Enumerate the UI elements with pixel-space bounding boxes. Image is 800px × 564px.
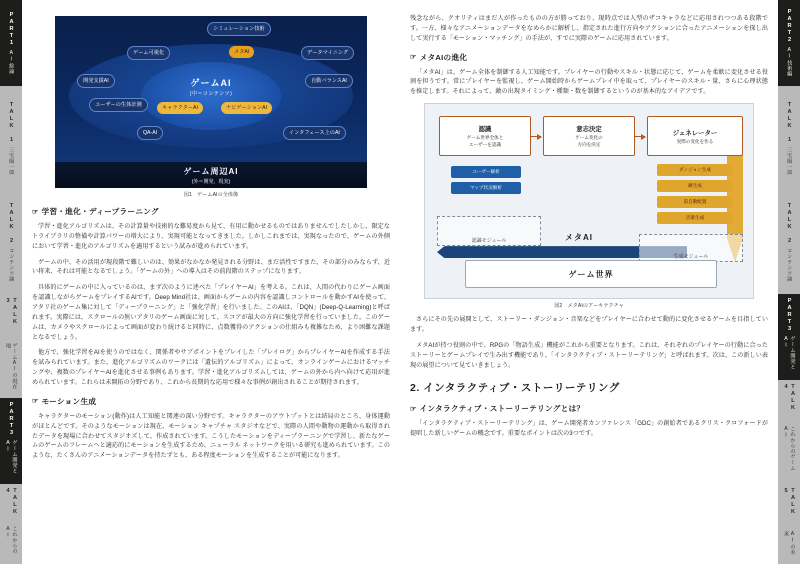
- side-tab[interactable]: [778, 86, 800, 190]
- figure2-subbox: ダンジョン生成: [657, 164, 733, 176]
- side-tab-label: ゲームAIの現在地: [5, 342, 18, 389]
- figure1-center-label: [163, 76, 259, 97]
- figure1-peripheral-band: [55, 162, 367, 188]
- generation-module-group: 生成モジュール: [639, 234, 743, 262]
- side-tab[interactable]: [778, 294, 800, 380]
- figure-game-ai-overview: [55, 16, 367, 188]
- side-tab-number: PART3: [8, 402, 15, 437]
- section-number: 2.: [410, 382, 420, 395]
- side-tab[interactable]: [0, 484, 22, 564]
- paragraph: さらにその先の展開として、ストーリー・ダンジョン・音楽などをプレイヤーに合わせて動的に変化させるゲームを目指しています。: [410, 316, 768, 334]
- arrow-decision-to-generator-icon: [635, 136, 645, 137]
- side-tab-label: 三宅陽一郎: [786, 146, 793, 175]
- side-tab-number: TALK 2: [8, 202, 15, 245]
- figure1-center-title: ゲームAI: [190, 78, 232, 88]
- side-tab[interactable]: [0, 294, 22, 398]
- side-tab[interactable]: [0, 86, 22, 190]
- figure1-node: 開発支援AI: [77, 74, 115, 88]
- figure1-node: データマイニング: [301, 46, 354, 60]
- figure2-box-generator: [647, 116, 743, 156]
- figure1-node: ユーザーの生体計測: [89, 98, 148, 112]
- side-tab-number: TALK 3: [5, 298, 18, 326]
- figure1-node: インタフェース上のAI: [283, 126, 346, 140]
- side-tab-number: TALK 4: [783, 384, 796, 412]
- side-tab-number: PART1: [8, 12, 15, 47]
- figure1-bottom-title: ゲーム周辺AI: [183, 166, 239, 176]
- box-desc: ゲーム世界全体と ユーザーを認識: [466, 135, 504, 147]
- side-tab-label: これからのAI: [5, 526, 18, 554]
- side-tab-number: TALK 4: [5, 488, 18, 516]
- heading-motion-generation: [32, 396, 390, 407]
- figure1-center-subtitle: (中＝コンテンツ): [189, 91, 233, 97]
- side-tab[interactable]: [0, 0, 22, 86]
- paragraph: 残念ながら、クオリティはまだ人が作ったものの方が勝っており、現時点では人型のザコキャラなどに応用されつつある段階です。一方、様々なアニメーションデータをなめらかに解析し、指定された進行方向やアクションに合ったアニメーションを探し出して実行する「モーション・マッチング」の手法が、すでに実際のゲームに応用されています。: [410, 15, 768, 42]
- side-tab-number: TALK 5: [783, 488, 796, 516]
- paragraph: 他方で、強化学習をAIを使うのではなく、関係者やサブポイントをプレイした「プレイログ」からプレイヤーAIを作成する手法を試みられています。また、進化アルゴリズムのワークには「遺伝的アルゴリズム」によって、オンラインゲームにおけるマッチングや、複数のプレイヤーAIを進化させる事例もあります。学習・進化アルゴリズムしては、ゲームの外から内へ向けて応用が進められています。これらは未開拓の分野であり、これから長期的な応用で様々な事例が創出されることが期待されます。: [32, 349, 390, 387]
- recognition-module-group: 認識モジュール: [437, 216, 541, 246]
- side-tab-label: 三宅陽一郎: [8, 146, 15, 175]
- section-marker-icon: ☞: [32, 208, 39, 216]
- figure1-node: メタAI: [229, 46, 254, 58]
- heading-what-is-interactive-storytelling: [410, 403, 768, 414]
- right-tab-rail: [778, 0, 800, 564]
- box-title: 意志決定: [576, 126, 602, 134]
- side-tab-label: AI総論: [8, 50, 15, 74]
- side-tab[interactable]: [0, 190, 22, 294]
- arrow-recognition-to-decision-icon: [531, 136, 541, 137]
- figure2-meta-ai-label: メタAI: [565, 233, 593, 243]
- left-page-column: [22, 0, 400, 564]
- section-marker-icon: ☞: [32, 398, 39, 406]
- paragraph: 「インタラクティブ・ストーリーテリング」は、ゲーム開発者カンファレンス「GDC」の創始者であるクリス・クロフォードが提唱した新しいゲームの概念です。重要なポイントは次の3つです。: [410, 420, 768, 438]
- figure1-node: ゲーム可視化: [127, 46, 170, 60]
- figure2-subbox: マップ状況解析: [451, 182, 521, 194]
- figure2-subbox: 音楽生成: [657, 212, 733, 224]
- figure1-node: シミュレーション技術: [207, 22, 271, 36]
- paragraph: 具体的にゲームの中に入っているのは、まず次のように述べた「プレイヤーAI」を考える。これは、人間の代わりにゲーム画面を認識しながらゲームをプレイするAIです。Deep Mind社は、画面からゲームの内容を認識しコントロールを動かすAIを使って、アタリ社のゲーム集に対して「ディープラーニング」と「強化学習」を行いました。このAIは、「DQN」(Deep-Q-Learning)と呼ばれます。実際には、スクロールの無いアタリのゲーム画面に対して、スコアが最大の方向に強化学習を行っていました。このゲームは、カメラやスクロールによって画面が変わり続けると同時に、点数獲得のアクションの仕組みも複雑なため、より困難な課題となるでしょう。: [32, 284, 390, 341]
- figure2-game-world-box: ゲーム世界: [465, 260, 717, 288]
- figure1-node: 自動バランスAI: [305, 74, 353, 88]
- side-tab-number: TALK 2: [786, 202, 793, 245]
- section-marker-icon: ☞: [410, 405, 417, 413]
- side-tab[interactable]: [778, 380, 800, 484]
- figure-meta-ai-architecture: [424, 103, 754, 299]
- figure2-box-decision: [543, 116, 635, 156]
- figure1-node: ナビゲーションAI: [221, 102, 272, 114]
- side-tab-label: ゲーム開発とAI: [5, 440, 18, 474]
- side-tab[interactable]: [778, 190, 800, 294]
- paragraph: メタAIが持つ役割の中で、RPGの「物語生成」機能がこれから重要となります。これは、それぞれのプレイヤーの行動に合ったストーリーとゲームプレイで生み出す機能であり、「インタラクティブ・ストーリーテリング」と呼ばれます。次は、この新しい表現の展望について見ていきましょう。: [410, 341, 768, 369]
- left-tab-rail: [0, 0, 22, 564]
- paragraph: 学習・進化アルゴリズムは、その計算量や技術的な難易度から見て、有用に動かせるものではありませんでしたしかし、限定なトライブラリの整備や計算パワーの増大により、実現可能となってきました。しかしこれまでは、実現なったので、ゲームの外側において学習・進化のアルゴリズムを適用するという試みが進められています。: [32, 223, 390, 250]
- heading-text: モーション生成: [41, 396, 97, 406]
- side-tab-label: ゲーム開発とAI: [783, 336, 796, 370]
- side-tab[interactable]: [0, 398, 22, 484]
- section-title: インタラクティブ・ストーリーテリング: [423, 382, 620, 395]
- box-desc: 実際の変化を作る: [676, 138, 714, 144]
- paragraph: ゲームの中、その活用が現段階で難しいのは、効果がなかなか発見される分野は、まだ活性ですまた、その部分のみならず、近い将来、それは可能となるでしょう。「ゲームの外」への導入はその前段階のステップになります。: [32, 258, 390, 276]
- heading-interactive-storytelling: [410, 380, 768, 395]
- box-title: 認識: [478, 126, 492, 134]
- heading-learning-evolution: [32, 206, 390, 217]
- heading-text: インタラクティブ・ストーリーテリングとは？: [419, 404, 585, 414]
- figure2-box-recognition: [439, 116, 531, 156]
- side-tab-label: コンテンツ論: [786, 247, 793, 282]
- paragraph: キャラクターのモーション(動作)は人工知能と関連の深い分野です。キャラクターのアウトプットとは結局のところ、身体運動がほとんどです。そのようなモーションは現在、モーション キャプチャ スタジオなどで、実際の人間や動物の運動から取得されたデータを現場に合わせてスタジオズして、作成されています。こうしたモーションをディープラーニングで学習し、新たなゲームのゲームのフレームへと適応的にモーションを生成するため、ニューラル ネットワークを用いる研究も進められています。このような、たくさんのアニメーションデータを持たずとも、ある程度モーションを生成することが可能になります。: [32, 412, 390, 460]
- section-marker-icon: ☞: [410, 54, 417, 62]
- side-tab-number: PART2: [786, 9, 793, 45]
- figure1-caption: 図1 ゲームAIの全体像: [183, 192, 239, 198]
- side-tab[interactable]: [778, 484, 800, 564]
- heading-text: メタAIの進化: [419, 52, 468, 62]
- figure1-node: キャラクターAI: [157, 102, 203, 114]
- right-page-column: [400, 0, 778, 564]
- paragraph: 「メタAI」は、ゲーム全体を制御する人工知能です。プレイヤーの行動やスキル・状態に応じて、ゲームを柔軟に変化させる役割を担うです。常にプレイヤーを監視し、ゲーム開始時からゲームプレイ中を取って、プレイヤーのスキル・量、さらに心理状態を推定します。それによって、敵の出現タイミング・種類・数を制御するというのが基本的なアイデアです。: [410, 68, 768, 96]
- figure1-node: QA-AI: [137, 126, 163, 140]
- box-title: ジェネレーター: [672, 129, 718, 137]
- heading-text: 学習・進化・ディープラーニング: [41, 207, 159, 216]
- side-tab-number: TALK 1: [786, 101, 793, 144]
- figure1-bottom-subtitle: (外＝開発、現実): [191, 178, 231, 185]
- side-tab-label: これからのゲームAI: [783, 426, 796, 472]
- side-tab-number: PART3: [786, 298, 793, 333]
- figure2-subbox: ユーザー解析: [451, 166, 521, 178]
- box-desc: ゲーム変化の 方向を決定: [575, 135, 603, 147]
- side-tab-label: コンテンツ論: [8, 247, 15, 282]
- side-tab-label: AI技術編: [786, 47, 793, 77]
- figure2-caption: 図2 メタAIのアーキテクチャ: [554, 303, 624, 310]
- figure2-subbox: 敵生成: [657, 180, 733, 192]
- side-tab-label: AIの未来: [783, 531, 796, 556]
- figure2-subbox: 前自動配置: [657, 196, 733, 208]
- heading-meta-ai-evolution: [410, 52, 768, 63]
- side-tab[interactable]: [778, 0, 800, 86]
- side-tab-number: TALK 1: [8, 101, 15, 144]
